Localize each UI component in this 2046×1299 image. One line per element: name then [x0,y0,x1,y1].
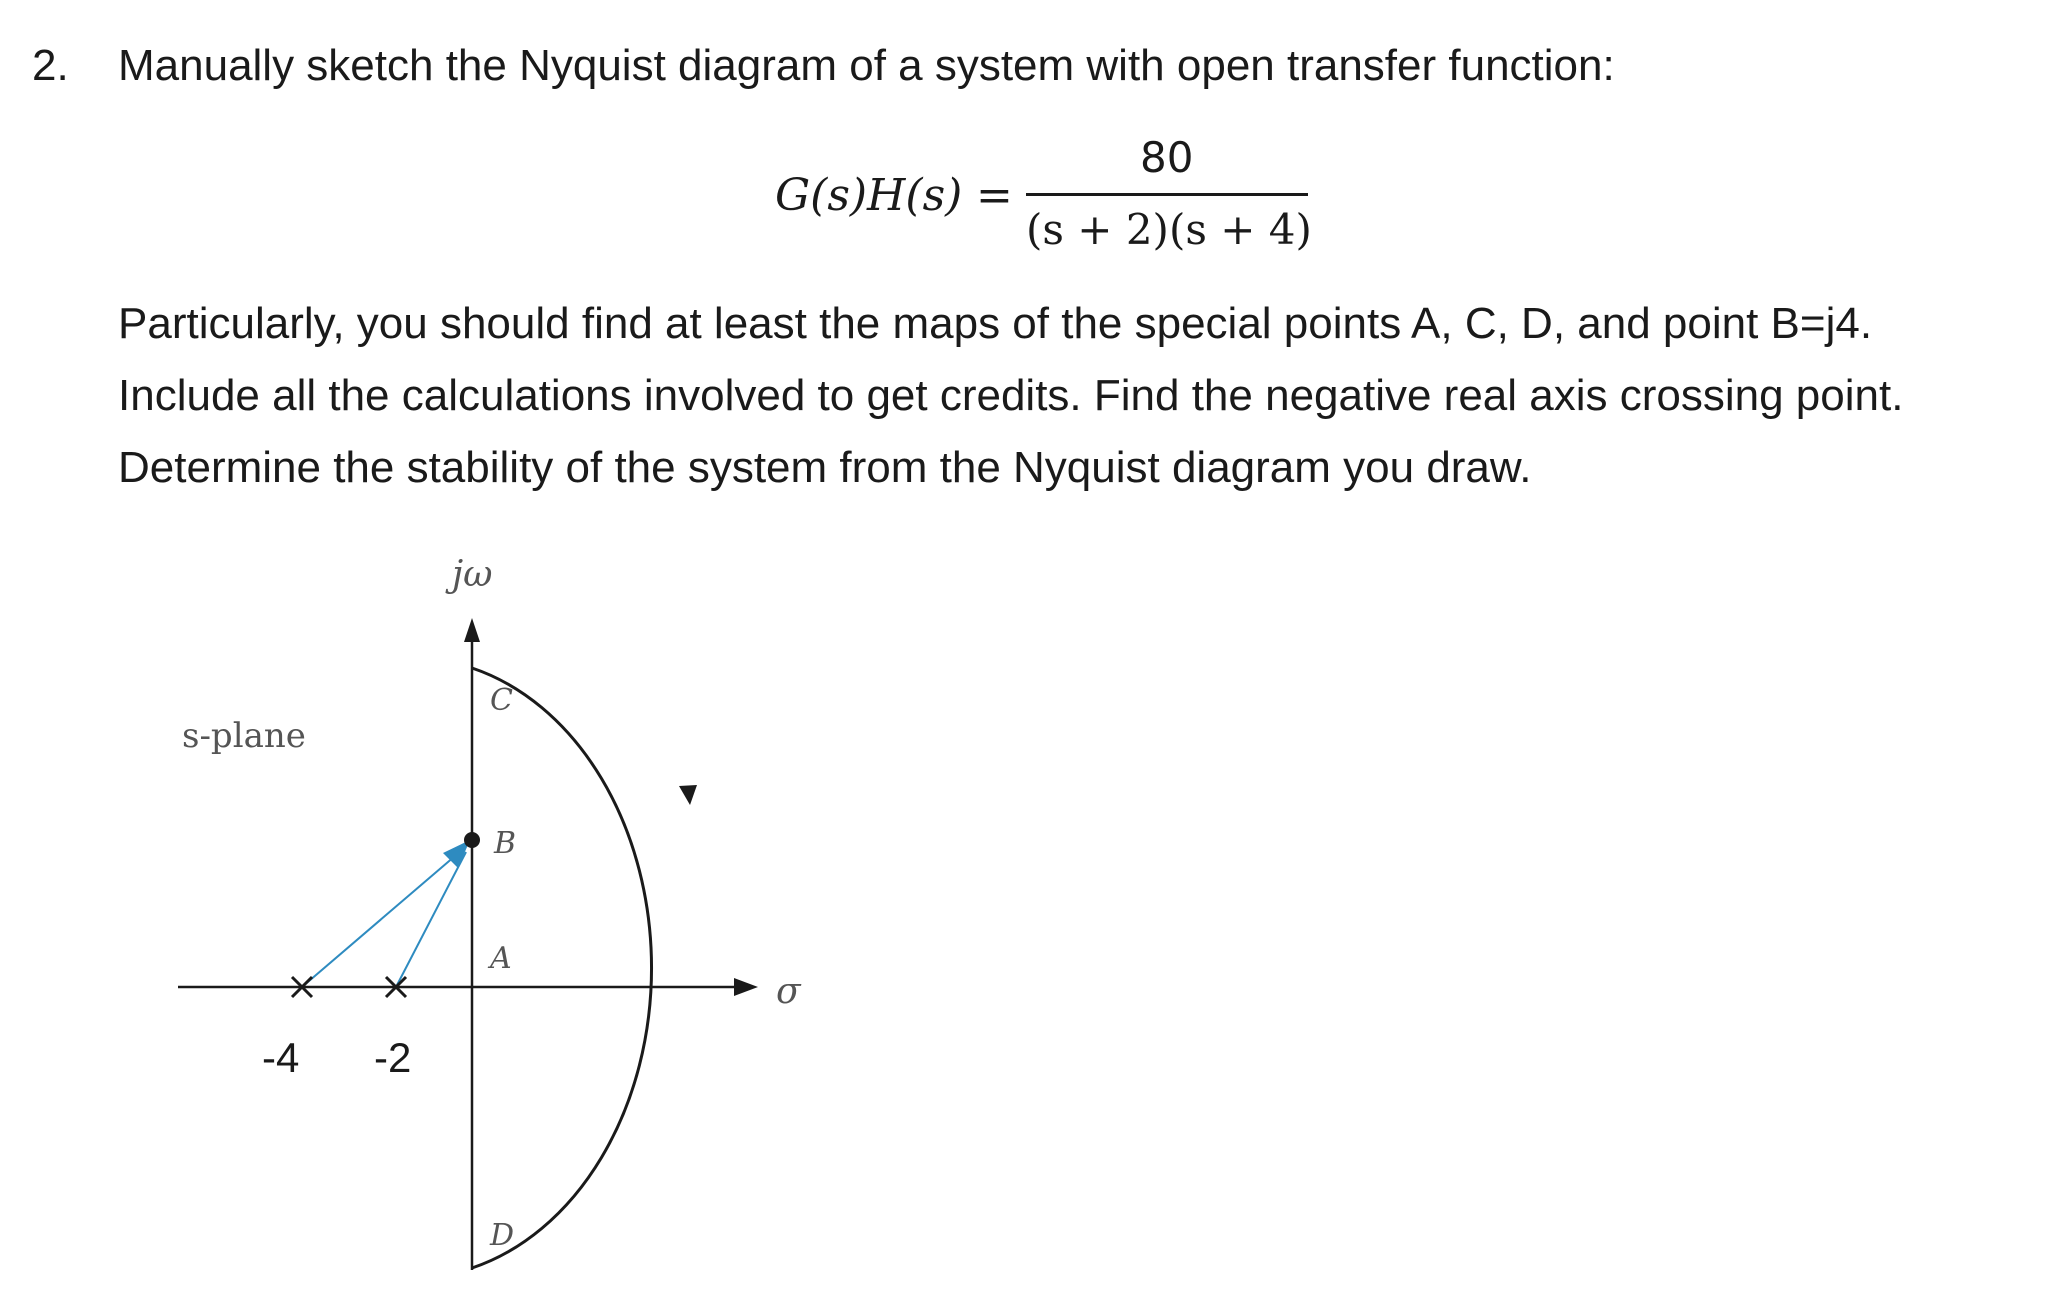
pole-label-minus-2: -2 [374,1034,412,1081]
point-a-label: A [490,941,512,976]
point-b-marker [464,832,480,848]
instructions-line-2: Include all the calculations involved to get credits. Find the negative real axis crossing point. [118,371,1904,420]
question-title: Manually sketch the Nyquist diagram of a system with open transfer function: [118,41,1615,90]
point-c-label: C [490,683,513,718]
point-b-label: B [494,826,517,861]
contour-direction-arrow [679,785,697,805]
instructions-line-1: Particularly, you should find at least the maps of the special points A, C, D, and point B=j4. [118,299,1873,348]
question-number: 2. [32,41,69,90]
equation-denominator: (s + 2)(s + 4) [1026,205,1312,254]
instructions-line-3: Determine the stability of the system from the Nyquist diagram you draw. [118,443,1532,492]
instructions-paragraph [118,288,1903,504]
real-axis-label: σ [776,971,801,1012]
equation-numerator: 80 [1140,133,1194,182]
pole-label-minus-4: -4 [262,1034,300,1081]
imaginary-axis-arrowhead [464,618,480,642]
vector-from-pole-minus-4 [302,850,462,987]
point-d-label: D [490,1218,515,1253]
s-plane-diagram [0,540,900,1299]
real-axis-arrowhead [734,978,758,996]
equation-lhs: G(s)H(s) [775,170,963,221]
s-plane-label: s-plane [182,716,306,756]
vector-from-pole-minus-2 [396,852,466,987]
imaginary-axis-label: jω [452,554,493,595]
fraction-bar [1026,193,1308,196]
equation-equals-sign: = [976,170,1013,221]
